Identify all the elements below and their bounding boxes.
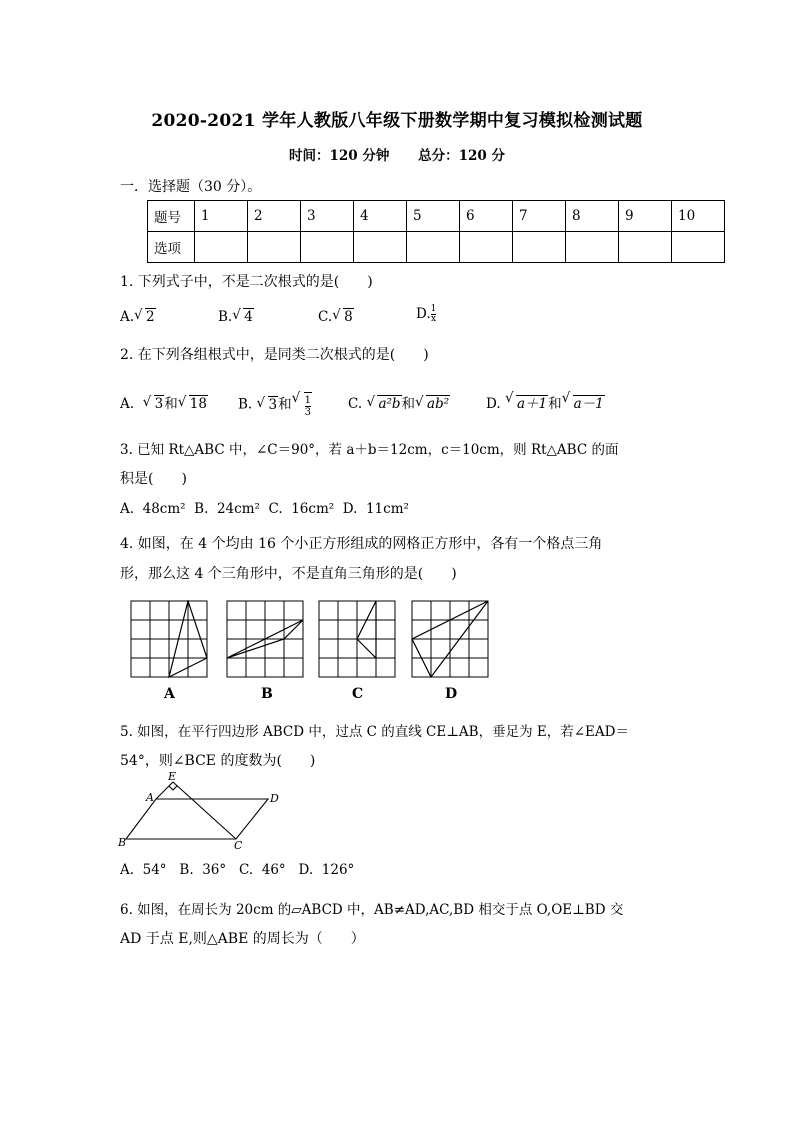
- radical: [257, 397, 279, 413]
- answer-cell[interactable]: [460, 232, 513, 263]
- question-5-line2: 54°，则∠BCE 的度数为( ): [120, 753, 316, 769]
- radical: [332, 309, 354, 325]
- radical: [415, 396, 450, 412]
- option-label: C.: [318, 309, 333, 325]
- denominator: x: [430, 314, 437, 324]
- option-label: B.: [238, 396, 253, 413]
- option-label: D.: [486, 396, 501, 412]
- radicand: 4: [244, 309, 253, 325]
- answer-cell[interactable]: [566, 232, 619, 263]
- radical: [292, 392, 312, 418]
- page-title: 2020-2021 学年人教版八年级下册数学期中复习模拟检测试题: [151, 111, 643, 131]
- question-1-stem: 1. 下列式子中，不是二次根式的是( ): [120, 274, 373, 290]
- table-cell: 2: [248, 201, 301, 232]
- radicand: 3: [154, 396, 164, 412]
- triangle: [357, 601, 376, 658]
- answer-cell[interactable]: [354, 232, 407, 263]
- radicand: 8: [344, 309, 353, 325]
- table-row: [148, 201, 725, 232]
- grid-lines: [131, 601, 207, 677]
- fraction: [304, 392, 312, 418]
- radical: [232, 309, 254, 325]
- table-cell: 9: [619, 201, 672, 232]
- q1-option-c: [318, 309, 354, 325]
- question-3-options: A. 48cm² B. 24cm² C. 16cm² D. 11cm²: [120, 501, 409, 517]
- q2-option-a: [120, 392, 208, 412]
- answer-cell[interactable]: [672, 232, 725, 263]
- denominator: 3: [304, 407, 311, 418]
- q1-option-b: [218, 309, 254, 325]
- grid-figure-b: [226, 600, 304, 678]
- connector: 和: [278, 396, 292, 413]
- table-cell: 8: [566, 201, 619, 232]
- figure-label: B: [118, 836, 127, 849]
- option-label: A.: [120, 396, 135, 412]
- radical: [134, 309, 156, 325]
- figure-label-a: A: [164, 686, 175, 702]
- connector: 和: [164, 396, 178, 412]
- option-label: A.: [120, 309, 135, 325]
- question-4-line2: 形，那么这 4 个三角形中，不是直角三角形的是( ): [120, 566, 457, 582]
- figure-label: D: [270, 792, 279, 805]
- radicand: 18: [189, 396, 207, 412]
- figure-label-b: B: [261, 686, 273, 702]
- figure-label: C: [234, 839, 243, 850]
- grid-figure-d: [411, 600, 489, 678]
- radical: [366, 396, 401, 412]
- figure-label: E: [168, 772, 177, 783]
- radicand: 2: [146, 309, 155, 325]
- figure-label-d: D: [445, 686, 458, 702]
- answer-cell[interactable]: [195, 232, 248, 263]
- radicand: a－1: [573, 396, 604, 412]
- question-6-line2: AD 于点 E,则△ABE 的周长为（ ）: [120, 931, 365, 947]
- radicand: a＋1: [516, 396, 548, 412]
- answer-cell[interactable]: [301, 232, 354, 263]
- exam-info: [0, 144, 794, 164]
- question-5-line1: 5. 如图，在平行四边形 ABCD 中，过点 C 的直线 CE⊥AB，垂足为 E，若∠EAD＝: [120, 724, 629, 740]
- connector: 和: [548, 396, 562, 412]
- answer-cell[interactable]: [248, 232, 301, 263]
- question-3-line2: 积是( ): [120, 471, 187, 487]
- answer-cell[interactable]: [513, 232, 566, 263]
- answer-cell[interactable]: [619, 232, 672, 263]
- score-info: 总分：120 分: [418, 148, 505, 164]
- q2-option-b: [238, 392, 312, 418]
- table-cell: 10: [672, 201, 725, 232]
- table-cell: 6: [460, 201, 513, 232]
- q1-option-a: [120, 309, 156, 325]
- question-3-line1: 3. 已知 Rt△ABC 中，∠C＝90°，若 a＋b＝12cm，c＝10cm，则 Rt△ABC 的面: [120, 442, 619, 458]
- answer-cell[interactable]: [407, 232, 460, 263]
- numerator: 1: [430, 304, 437, 314]
- table-cell: 1: [195, 201, 248, 232]
- table-row: [148, 232, 725, 263]
- q2-option-c: [348, 392, 450, 412]
- table-cell: 3: [301, 201, 354, 232]
- figure-labels: [118, 772, 279, 850]
- answer-table: [147, 200, 725, 263]
- question-4-line1: 4. 如图，在 4 个均由 16 个小正方形组成的网格正方形中，各有一个格点三角: [120, 536, 603, 552]
- grid-lines: [412, 601, 488, 677]
- figure-label-c: C: [352, 686, 364, 702]
- section-heading: 一．选择题（30 分）。: [120, 179, 262, 195]
- option-label: D.: [416, 306, 431, 322]
- q1-option-d: [416, 305, 436, 324]
- table-cell: 5: [407, 201, 460, 232]
- radical: [505, 392, 548, 412]
- radicand: ab²: [427, 396, 450, 412]
- time-info: 时间：120 分钟: [289, 148, 390, 164]
- q2-option-d: [486, 392, 605, 412]
- figure-label: A: [146, 791, 154, 804]
- table-cell: 题号: [148, 201, 195, 232]
- radicand: a²b: [378, 396, 401, 412]
- connector: 和: [401, 396, 416, 412]
- table-cell: 选项: [148, 232, 195, 263]
- table-cell: 7: [513, 201, 566, 232]
- radical: [178, 396, 208, 412]
- parallelogram-figure: [118, 772, 288, 850]
- radicand: 3: [268, 396, 278, 413]
- grid-figure-c: [318, 600, 396, 678]
- option-label: C.: [348, 396, 363, 412]
- question-2-stem: 2. 在下列各组根式中，是同类二次根式的是( ): [120, 347, 429, 363]
- radical: [143, 396, 165, 412]
- question-6-line1: 6. 如图，在周长为 20cm 的▱ABCD 中，AB≠AD,AC,BD 相交于点 O,OE⊥BD 交: [120, 902, 624, 918]
- grid-figure-a: [130, 600, 208, 678]
- table-cell: 4: [354, 201, 407, 232]
- radical: [562, 392, 605, 412]
- numerator: √ 1: [304, 395, 311, 406]
- fraction: [431, 305, 437, 324]
- question-5-options: A. 54° B. 36° C. 46° D. 126°: [120, 862, 355, 878]
- option-label: B.: [218, 309, 233, 325]
